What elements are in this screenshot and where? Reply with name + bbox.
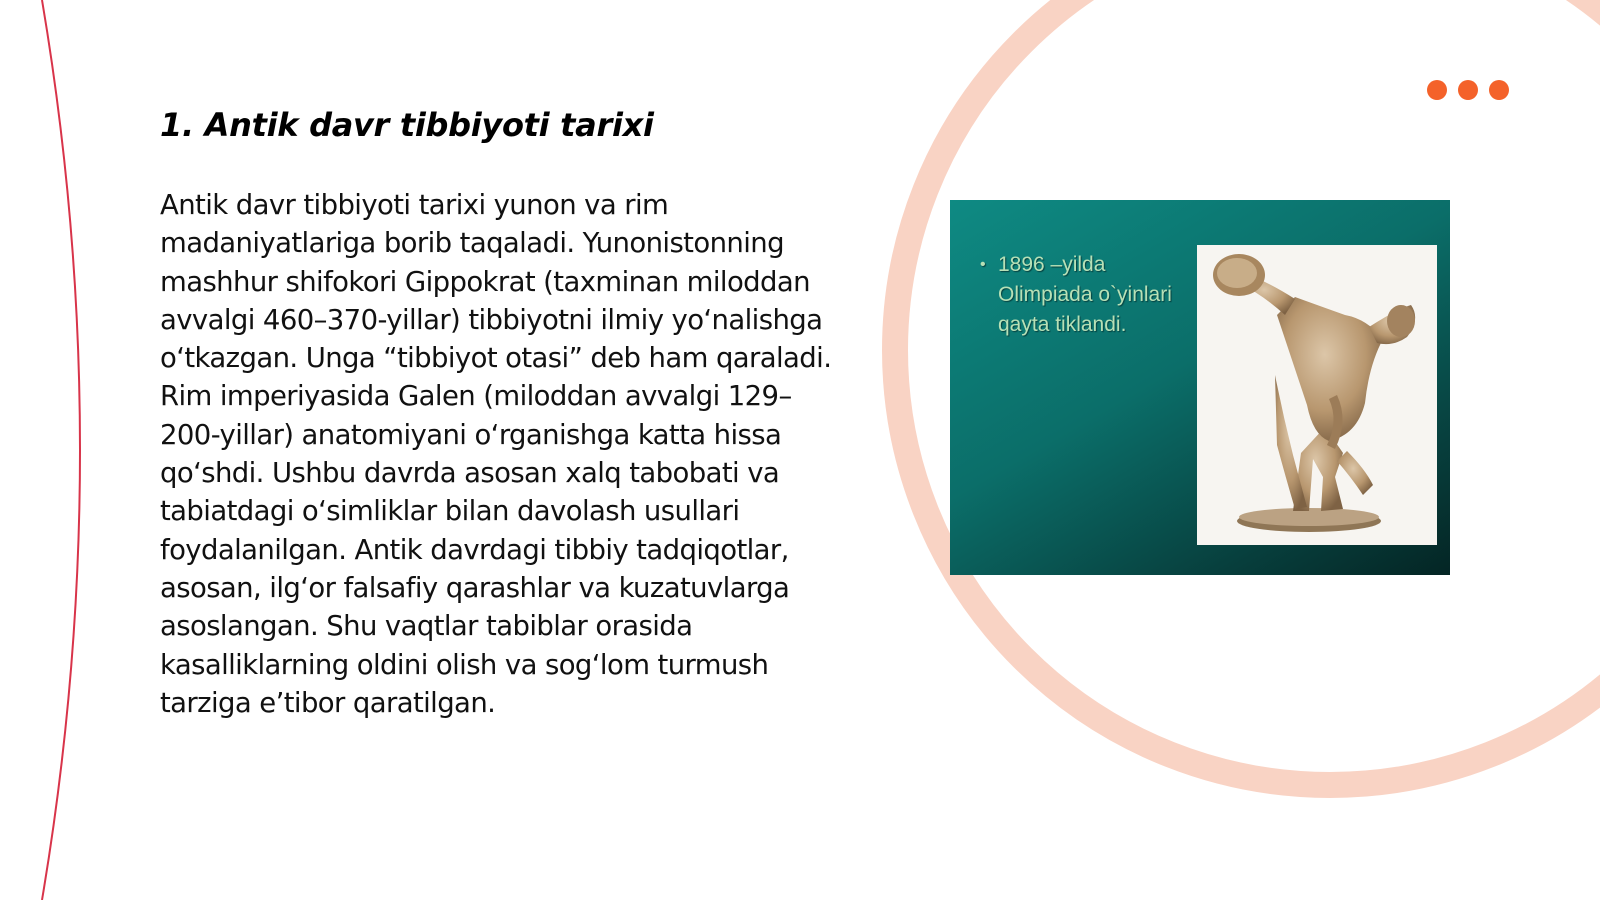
statue-photo — [1197, 245, 1437, 545]
decorative-dots — [1427, 80, 1509, 100]
dot-1 — [1427, 80, 1447, 100]
slide-title: 1. Antik davr tibbiyoti tarixi — [160, 106, 654, 144]
image-caption: 1896 –yilda Olimpiada o`yinlari qayta tiklandi. — [998, 253, 1172, 336]
discus-thrower-statue-icon — [1197, 245, 1437, 545]
left-edge-curve — [42, 0, 80, 900]
image-caption-bullet: • — [980, 256, 986, 273]
dot-3 — [1489, 80, 1509, 100]
image-caption-item — [980, 250, 1188, 340]
slide-image — [950, 200, 1450, 575]
dot-2 — [1458, 80, 1478, 100]
slide-body-text: Antik davr tibbiyoti tarixi yunon va rim madaniyatlariga borib taqaladi. Yunonistonning mashhur shifokori Gippokrat (taxminan miloddan avvalgi 460–370-yillar) tibbiyotni ilmiy yo‘nalishga o‘tkazgan. Unga “tibbiyot otasi” deb ham qaraladi. Rim imperiyasida Galen (miloddan avvalgi 129–200-yillar) anatomiyani o‘rganishga katta hissa qo‘shdi. Ushbu davrda asosan xalq tabobati va tabiatdagi o‘simliklar bilan davolash usullari foydalanilgan. Antik davrdagi tibbiy tadqiqotlar, asosan, ilg‘or falsafiy qarashlar va kuzatuvlarga asoslangan. Shu vaqtlar tabiblar orasida kasalliklarning oldini olish va sog‘lom turmush tarziga e’tibor qaratilgan. — [160, 189, 832, 719]
